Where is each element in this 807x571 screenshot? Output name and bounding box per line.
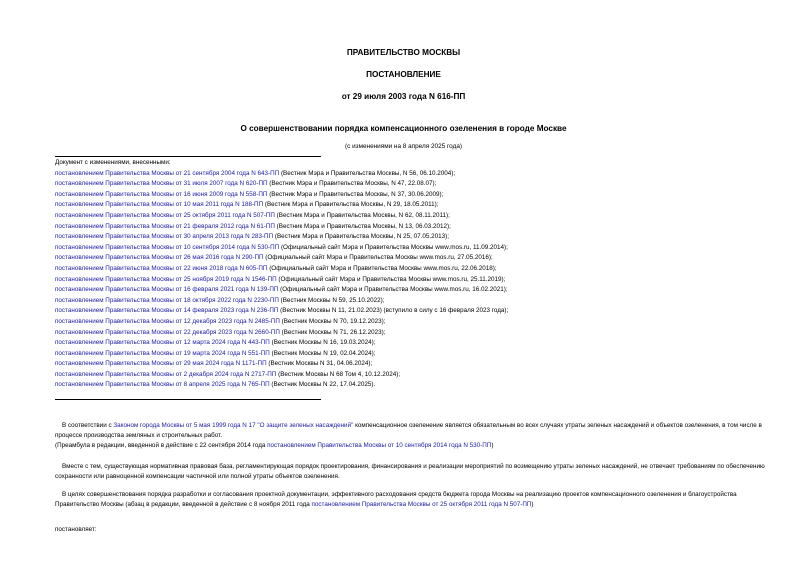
change-link[interactable]: постановлением Правительства Москвы от 8 апреля 2025 года N 765-ПП — [55, 381, 270, 389]
change-source: (Официальный сайт Мэра и Правительства Москвы www.mos.ru, 27.05.2016); — [263, 254, 493, 262]
list-item — [55, 190, 755, 201]
preamble-paragraph — [55, 421, 767, 441]
edition-note: (с изменениями на 8 апреля 2025 года) — [345, 143, 462, 150]
change-link[interactable]: постановлением Правительства Москвы от 25 ноября 2019 года N 1546-ПП — [55, 275, 277, 283]
resolution-paragraph — [55, 525, 767, 535]
edit-note-text-start: (Преамбула в редакции, введенной в действие с 22 сентября 2014 года — [55, 442, 268, 449]
change-source: (Вестник Москвы N 22, 17.04.2025). — [269, 381, 376, 389]
preamble-text-end: компенсационное озеленение является обязательным во всех случаях утраты зеленых насаждений и объектов озеленения, в том числе в процессе производства земляных и строительных работ. — [55, 422, 762, 440]
change-source: (Вестник Мэра и Правительства Москвы, N 47, 22.08.07); — [267, 180, 437, 188]
edit-note-text-end: ) — [491, 442, 494, 449]
change-source: (Вестник Мэра и Правительства Москвы, N 29, 18.05.2011); — [263, 201, 439, 209]
purpose-edit-link[interactable]: постановлением Правительства Москвы от 25 октября 2011 года N 507-ПП — [311, 501, 532, 509]
purpose-paragraph — [55, 490, 767, 510]
list-item — [55, 275, 755, 286]
change-source: (Вестник Москвы N 11, 21.02.2023) (вступило в силу с 16 февраля 2023 года); — [278, 307, 509, 315]
purpose-text-end: ) — [531, 501, 534, 509]
list-item — [55, 306, 755, 317]
change-link[interactable]: постановлением Правительства Москвы от 18 октября 2022 года N 2230-ПП — [55, 296, 279, 304]
list-item — [55, 200, 755, 211]
change-link[interactable]: постановлением Правительства Москвы от 10 мая 2011 года N 188-ПП — [55, 201, 264, 209]
preamble-edit-note — [55, 441, 767, 451]
change-link[interactable]: постановлением Правительства Москвы от 19 марта 2024 года N 551-ПП — [55, 349, 270, 357]
change-source: (Вестник Мэра и Правительства Москвы, N 56, 06.10.2004); — [279, 169, 456, 177]
change-link[interactable]: постановлением Правительства Москвы от 12 декабря 2023 года N 2485-ПП — [55, 317, 280, 325]
context-text: Вместе с тем, существующая нормативная правовая база, регламентирующая порядок проектирования, финансирования и реализации мероприятий по возмещению утраты зеленых насаждений, не отвечает требованиям по обеспечению сохранности или равноценной компенсации частичной или полной утраты объектов озеленения. — [55, 463, 765, 481]
change-link[interactable]: постановлением Правительства Москвы от 16 июня 2009 года N 558-ПП — [55, 190, 268, 198]
changes-top-divider — [55, 156, 321, 157]
list-item — [55, 222, 755, 233]
change-source: (Вестник Москвы N 70, 19.12.2023); — [279, 317, 386, 325]
government-heading: ПРАВИТЕЛЬСТВО МОСКВЫ — [346, 48, 461, 57]
change-source: (Вестник Мэра и Правительства Москвы, N 13, 06.03.2012); — [274, 222, 451, 230]
changes-intro: Документ с изменениями, внесенными: — [55, 159, 171, 166]
change-source: (Вестник Москвы N 59, 25.10.2022); — [278, 296, 385, 304]
document-date-number: от 29 июля 2003 года N 616-ПП — [341, 92, 466, 101]
change-source: (Вестник Мэра и Правительства Москвы, N 37, 30.06.2009); — [267, 190, 444, 198]
list-item — [55, 264, 755, 275]
change-source: (Вестник Москвы N 31, 04.06.2024); — [266, 360, 373, 368]
change-source: (Официальный сайт Мэра и Правительства Москвы www.mos.ru, 16.02.2021); — [278, 286, 508, 294]
list-item — [55, 296, 755, 307]
list-item — [55, 179, 755, 190]
list-item — [55, 370, 755, 381]
document-title: О совершенствовании порядка компенсационного озеленения в городе Москве — [240, 124, 567, 133]
list-item — [55, 380, 755, 391]
change-link[interactable]: постановлением Правительства Москвы от 26 мая 2016 года N 290-ПП — [55, 254, 264, 262]
list-item — [55, 328, 755, 339]
list-item — [55, 253, 755, 264]
list-item — [55, 359, 755, 370]
context-paragraph — [55, 462, 767, 482]
document-type-heading: ПОСТАНОВЛЕНИЕ — [366, 70, 441, 79]
change-link[interactable]: постановлением Правительства Москвы от 30 апреля 2013 года N 283-ПП — [55, 233, 274, 241]
change-source: (Вестник Москвы N 19, 02.04.2024); — [269, 349, 376, 357]
change-source: (Вестник Мэра и Правительства Москвы, N 62, 08.11.2011); — [274, 211, 450, 219]
change-link[interactable]: постановлением Правительства Москвы от 21 февраля 2012 года N 61-ПП — [55, 222, 275, 230]
change-source: (Официальный сайт Мэра и Правительства Москвы www.mos.ru, 22.06.2018); — [267, 264, 497, 272]
change-link[interactable]: постановлением Правительства Москвы от 16 февраля 2021 года N 139-ПП — [55, 286, 279, 294]
change-link[interactable]: постановлением Правительства Москвы от 12 марта 2024 года N 443-ПП — [55, 339, 270, 347]
list-item — [55, 317, 755, 328]
change-link[interactable]: постановлением Правительства Москвы от 21 сентября 2004 года N 643-ПП — [55, 169, 280, 177]
list-item — [55, 211, 755, 222]
list-item — [55, 285, 755, 296]
change-link[interactable]: постановлением Правительства Москвы от 31 июля 2007 года N 620-ПП — [55, 180, 268, 188]
change-link[interactable]: постановлением Правительства Москвы от 29 мая 2024 года N 1171-ПП — [55, 360, 267, 368]
list-item — [55, 243, 755, 254]
change-source: (Официальный сайт Мэра и Правительства Москвы www.mos.ru, 25.11.2019); — [276, 275, 506, 283]
change-source: (Официальный сайт Мэра и Правительства Москвы www.mos.ru, 11.09.2014); — [279, 243, 508, 251]
change-link[interactable]: постановлением Правительства Москвы от 22 июня 2018 года N 605-ПП — [55, 264, 268, 272]
list-item — [55, 232, 755, 243]
purpose-text-start: В целях совершенствования порядка разработки и согласования проектной документации, эффективного расходования средств бюджета города Москвы на реализацию проектов компенсационного озеленения и благоустройства Правительство Москвы (абзац в редакции, введенной в действие с 8 ноября 2011 года — [55, 491, 737, 509]
list-item — [55, 338, 755, 349]
change-source: (Вестник Москвы N 68 Том 4, 10.12.2024); — [276, 370, 401, 378]
changes-list — [55, 158, 755, 391]
law-link[interactable]: Законом города Москвы от 5 мая 1999 года N 17 "О защите зеленых насаждений" — [113, 422, 354, 429]
change-link[interactable]: постановлением Правительства Москвы от 14 февраля 2023 года N 236-ПП — [55, 307, 279, 315]
changes-bottom-divider — [55, 399, 321, 400]
change-link[interactable]: постановлением Правительства Москвы от 10 сентября 2014 года N 530-ПП — [55, 243, 280, 251]
list-item — [55, 349, 755, 360]
change-link[interactable]: постановлением Правительства Москвы от 22 декабря 2023 года N 2660-ПП — [55, 328, 280, 336]
change-source: (Вестник Москвы N 16, 19.03.2024); — [269, 339, 376, 347]
list-item — [55, 169, 755, 180]
preamble-text-start: В соответствии с — [62, 422, 114, 429]
change-source: (Вестник Мэра и Правительства Москвы, N 25, 07.05.2013); — [273, 233, 450, 241]
change-link[interactable]: постановлением Правительства Москвы от 25 октября 2011 года N 507-ПП — [55, 211, 275, 219]
resolves-text: постановляет: — [55, 526, 97, 533]
change-source: (Вестник Москвы N 71, 26.12.2023); — [279, 328, 386, 336]
change-link[interactable]: постановлением Правительства Москвы от 2 декабря 2024 года N 2717-ПП — [55, 370, 277, 378]
edit-note-link[interactable]: постановлением Правительства Москвы от 10 сентября 2014 года N 530-ПП — [267, 442, 492, 449]
